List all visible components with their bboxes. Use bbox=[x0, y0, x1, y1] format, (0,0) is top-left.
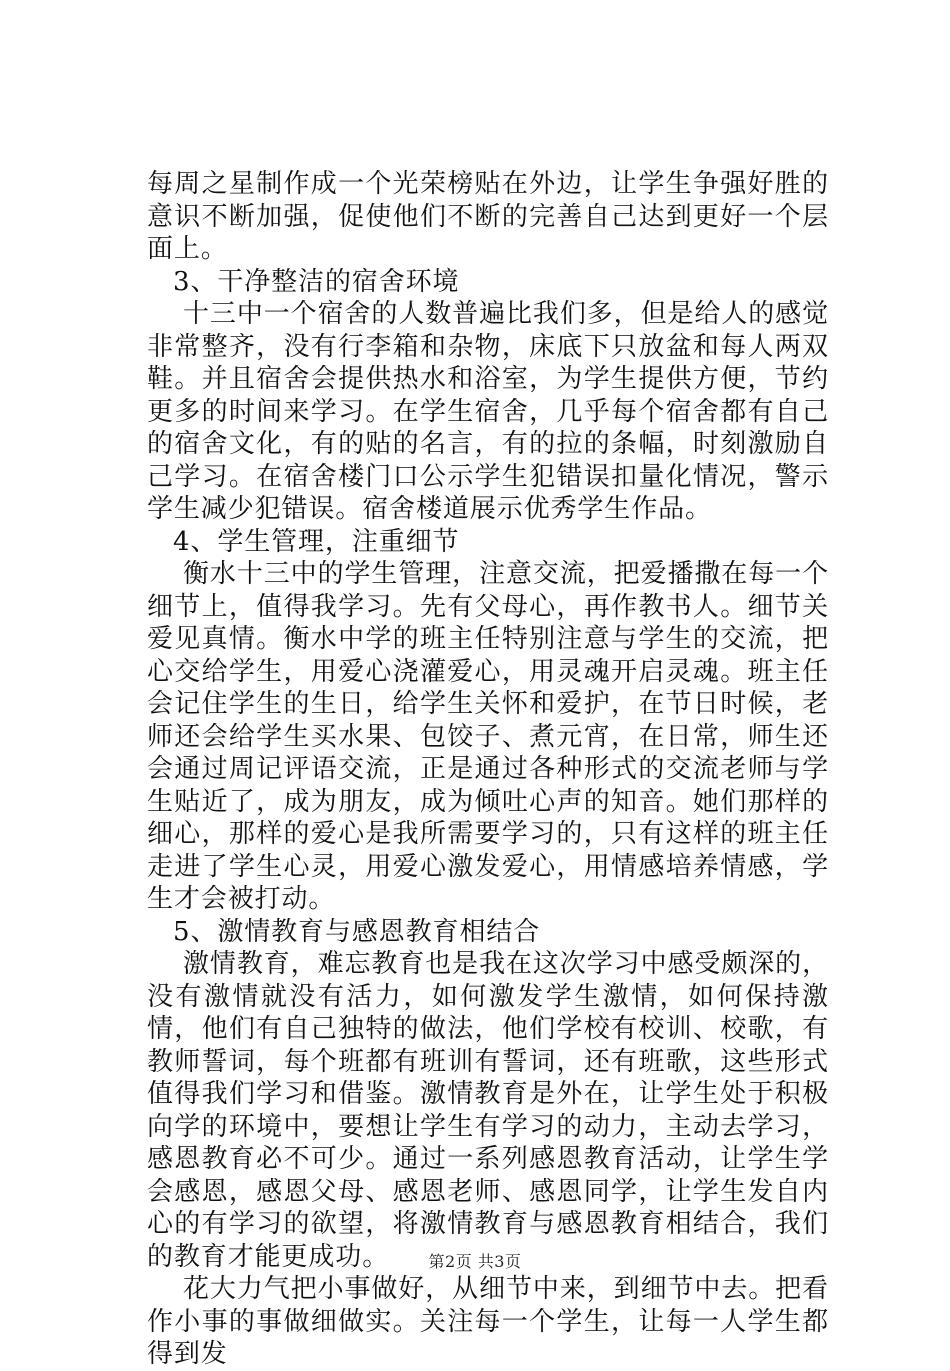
section-heading-student-management: 4、学生管理，注重细节 bbox=[173, 526, 460, 557]
paragraph-continuation: 每周之星制作成一个光荣榜贴在外边，让学生争强好胜的意识不断加强，促使他们不断的完善自己达到更好一个层面上。 bbox=[147, 169, 829, 264]
section-heading-dormitory: 3、干净整洁的宿舍环境 bbox=[173, 266, 460, 297]
paragraph-passion-gratitude: 激情教育，难忘教育也是我在这次学习中感受颇深的，没有激情就没有活力，如何激发学生激情，如何保持激情，他们有自己独特的做法，他们学校有校训、校歌，有教师誓词，每个班都有班训有誓词，还有班歌，这些形式值得我们学习和借鉴。激情教育是外在，让学生处于积极向学的环境中，要想让学生有学习的动力，主动去学习，感恩教育必不可少。通过一系列感恩教育活动，让学生学会感恩，感恩父母、感恩老师、感恩同学，让学生发自内心的有学习的欲望，将激情教育与感恩教育相结合，我们的教育才能更成功。 bbox=[147, 949, 829, 1272]
paragraph-dormitory: 十三中一个宿舍的人数普遍比我们多，但是给人的感觉非常整齐，没有行李箱和杂物，床底下只放盆和每人两双鞋。并且宿舍会提供热水和浴室，为学生提供方便，节约更多的时间来学习。在学生宿舍，几乎每个宿舍都有自己的宿舍文化，有的贴的名言，有的拉的条幅，时刻激励自己学习。在宿舍楼门口公示学生犯错误扣量化情况，警示学生减少犯错误。宿舍楼道展示优秀学生作品。 bbox=[147, 299, 829, 524]
paragraph-student-management: 衡水十三中的学生管理，注意交流，把爱播撒在每一个细节上，值得我学习。先有父母心，再作教书人。细节关爱见真情。衡水中学的班主任特别注意与学生的交流，把心交给学生，用爱心浇灌爱心，用灵魂开启灵魂。班主任会记住学生的生日，给学生关怀和爱护，在节日时候，老师还会给学生买水果、包饺子、煮元宵，在日常，师生还会通过周记评语交流，正是通过各种形式的交流老师与学生贴近了，成为朋友，成为倾吐心声的知音。她们那样的细心，那样的爱心是我所需要学习的，只有这样的班主任走进了学生心灵，用爱心激发爱心，用情感培养情感，学生才会被打动。 bbox=[147, 559, 829, 914]
document-body bbox=[147, 168, 829, 1371]
section-heading-passion-gratitude: 5、激情教育与感恩教育相结合 bbox=[173, 916, 541, 947]
paragraph-details: 花大力气把小事做好，从细节中来，到细节中去。把看作小事的事做细做实。关注每一个学生，让每一人学生都得到发 bbox=[147, 1274, 829, 1369]
page-number-footer: 第2页 共3页 bbox=[428, 1252, 522, 1271]
